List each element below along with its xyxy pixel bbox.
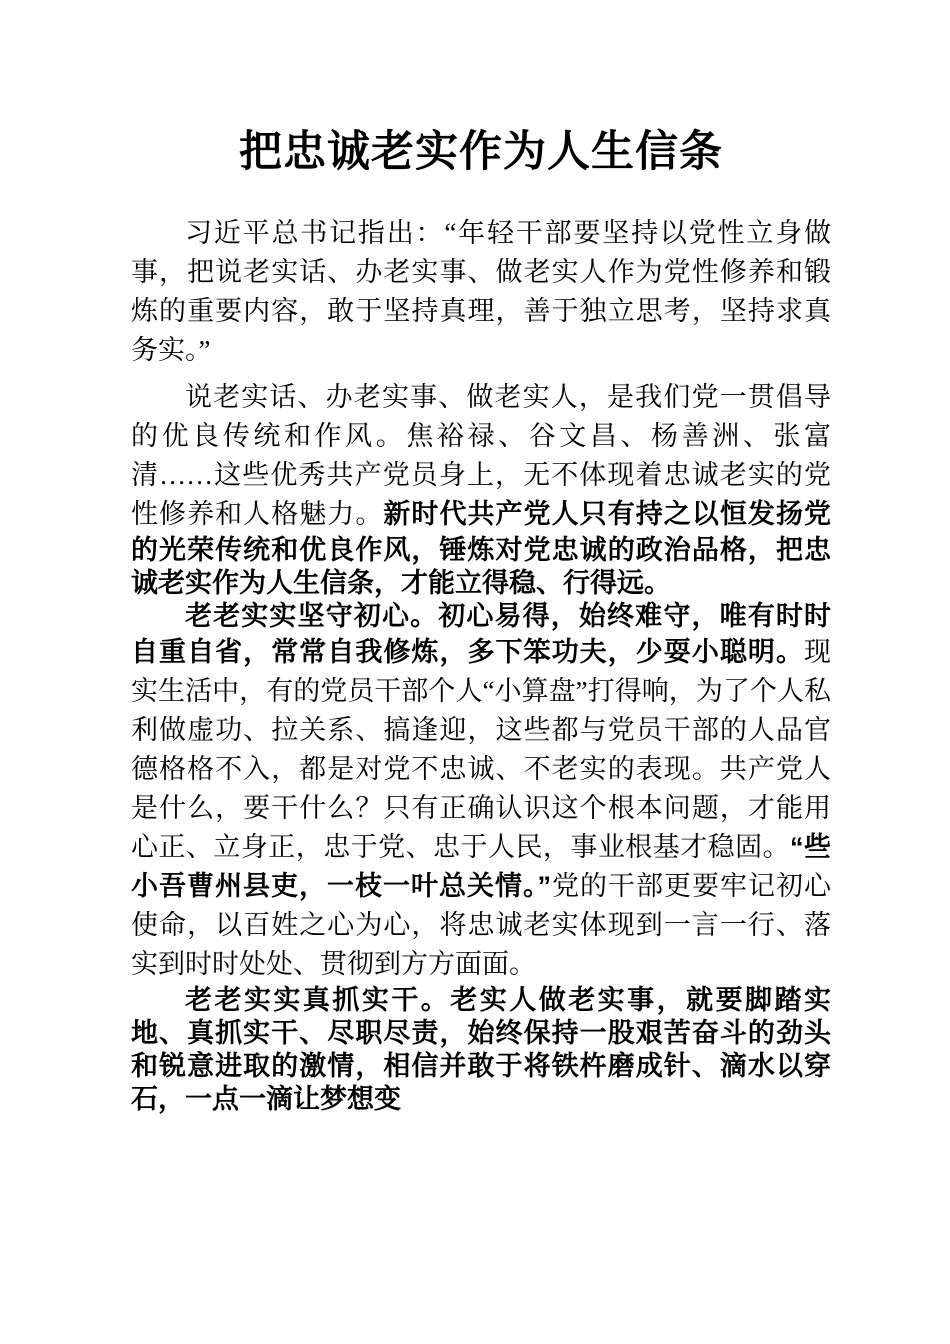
paragraph [131,378,831,600]
text-run-song: 党的干部更要牢记初心使命，以百姓之心为心，将忠诚老实体现到一言一行、落实到时时处处、贯彻到方方面面。 [131,871,831,979]
text-run-song: 现实生活中，有的党员干部个人“小算盘”打得响，为了个人私利做虚功、拉关系、搞逢迎，这些都与党员干部的人品官德格格不入，都是对党不忠诚、不老实的表现。共产党人是什么，要干什么？只有正确认识这个根本问题，才能用心正、立身正，忠于党、忠于人民，事业根基才稳固。 [131,637,831,862]
paragraph [131,214,831,370]
paragraph [131,984,831,1116]
text-run-hei: “些小吾曹州县吏，一枝一叶总关情。” [131,832,832,901]
text-run-song: 习近平总书记指出：“年轻干部要坚持以党性立身做事，把说老实话、办老实事、做老实人作为党性修养和锻炼的重要内容，敢于坚持真理，善于独立思考，坚持求真务实。” [131,218,831,365]
document-body [131,214,831,1116]
document-title: 把忠诚老实作为人生信条 [239,129,723,176]
text-run-song: 说老实话、办老实事、做老实人，是我们党一贯倡导的优良传统和作风。焦裕禄、谷文昌、杨善洲、张富清……这些优秀共产党员身上，无不体现着忠诚老实的党性修养和人格魅力。 [131,382,831,529]
paragraph [131,600,831,984]
text-run-hei: 老老实实真抓实干。老实人做老实事，就要脚踏实地、真抓实干、尽职尽责，始终保持一股艰苦奋斗的劲头和锐意进取的激情，相信并敢于将铁杵磨成针、滴水以穿石，一点一滴让梦想变 [131,985,831,1114]
text-run-hei: 新时代共产党人只有持之以恒发扬党的光荣传统和优良作风，锤炼对党忠诚的政治品格，把忠诚老实作为人生信条，才能立得稳、行得远。 [131,499,831,598]
text-run-hei: 老老实实坚守初心。初心易得，始终难守，唯有时时自重自省，常常自我修炼，多下笨功夫，少耍小聪明。 [131,601,831,667]
